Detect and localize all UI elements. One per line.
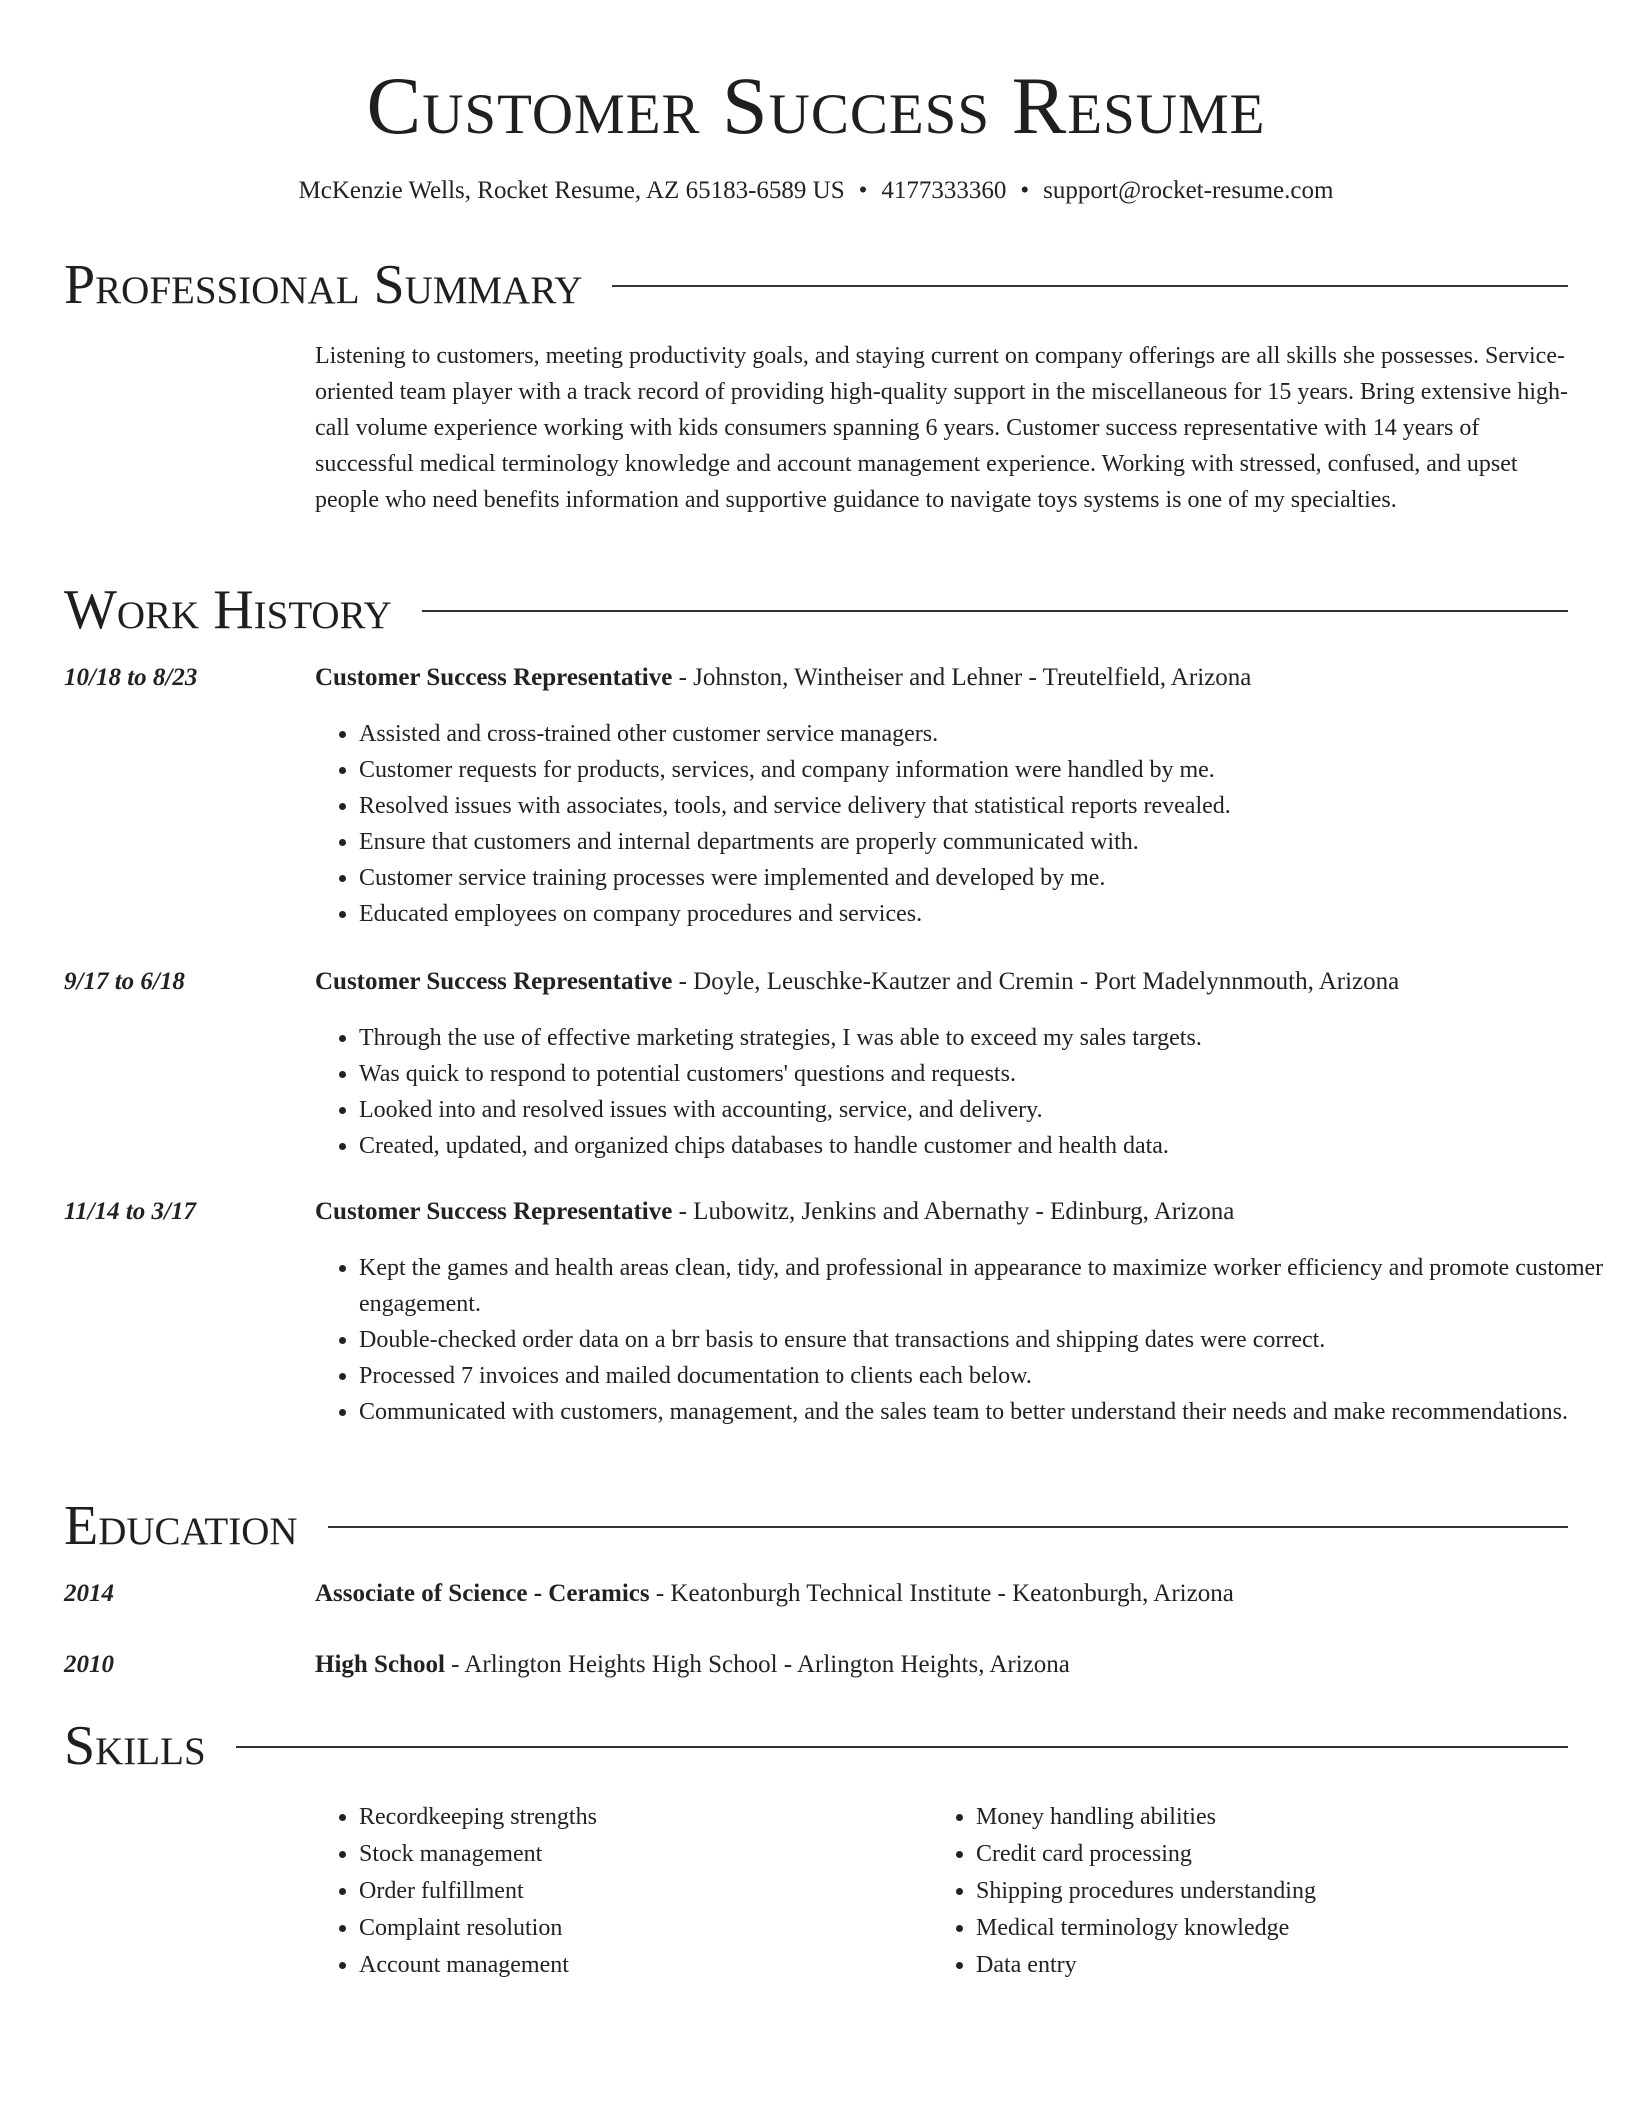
list-item: • Through the use of effective marketing strategies, I was able to exceed my sales targets. (359, 1020, 1614, 1056)
work-section-header (64, 578, 1568, 642)
work-heading: Work History (64, 579, 392, 641)
job-dates: 9/17 to 6/18 (64, 968, 185, 995)
job-bullets (315, 1020, 1614, 1164)
education-details: - Arlington Heights High School - Arlington Heights, Arizona (444, 1651, 1070, 1678)
skills-heading: Skills (64, 1715, 206, 1777)
job-title: Customer Success Representative (315, 968, 673, 995)
skill-item: • Order fulfillment (359, 1873, 919, 1910)
skill-item: • Money handling abilities (976, 1799, 1536, 1836)
education-heading: Education (64, 1495, 298, 1557)
education-entry (315, 1578, 1570, 1610)
education-year: 2014 (64, 1580, 114, 1607)
contact-address: McKenzie Wells, Rocket Resume, AZ 65183-6589 US (298, 177, 845, 204)
list-item: • Processed 7 invoices and mailed documentation to clients each below. (359, 1358, 1614, 1394)
skill-item: • Shipping procedures understanding (976, 1873, 1536, 1910)
list-item: • Educated employees on company procedures and services. (359, 896, 1614, 932)
education-degree: High School (315, 1651, 445, 1678)
list-item: • Ensure that customers and internal departments are properly communicated with. (359, 824, 1614, 860)
contact-email[interactable]: support@rocket-resume.com (1043, 177, 1334, 204)
skill-item: • Stock management (359, 1836, 919, 1873)
list-item: • Double-checked order data on a brr basis to ensure that transactions and shipping dates were correct. (359, 1322, 1614, 1358)
skills-list-left (315, 1799, 919, 1984)
skill-item: • Data entry (976, 1947, 1536, 1984)
job-header (315, 966, 1570, 998)
list-item: • Created, updated, and organized chips databases to handle customer and health data. (359, 1128, 1614, 1164)
job-title: Customer Success Representative (315, 664, 673, 691)
contact-phone: 4177333360 (881, 177, 1007, 204)
list-item: • Was quick to respond to potential customers' questions and requests. (359, 1056, 1614, 1092)
job-title: Customer Success Representative (315, 1198, 673, 1225)
resume-title: Customer Success Resume (366, 60, 1266, 151)
job-dates: 10/18 to 8/23 (64, 664, 198, 691)
job-dates: 11/14 to 3/17 (64, 1198, 196, 1225)
list-item: • Looked into and resolved issues with accounting, service, and delivery. (359, 1092, 1614, 1128)
job-bullets (315, 1250, 1614, 1430)
job-details: - Doyle, Leuschke-Kautzer and Cremin - Port Madelynnmouth, Arizona (672, 968, 1400, 995)
skill-item: • Credit card processing (976, 1836, 1536, 1873)
education-year: 2010 (64, 1651, 114, 1678)
list-item: • Customer service training processes were implemented and developed by me. (359, 860, 1614, 896)
section-divider (328, 1526, 1568, 1528)
skill-item: • Complaint resolution (359, 1910, 919, 1947)
education-section-header (64, 1494, 1568, 1558)
summary-heading: Professional Summary (64, 254, 583, 316)
skill-item: • Account management (359, 1947, 919, 1984)
section-divider (612, 285, 1568, 287)
contact-line (0, 176, 1632, 206)
education-entry (315, 1649, 1570, 1681)
job-details: - Lubowitz, Jenkins and Abernathy - Edinburg, Arizona (672, 1198, 1235, 1225)
skill-item: • Medical terminology knowledge (976, 1910, 1536, 1947)
summary-text: Listening to customers, meeting productivity goals, and staying current on company offerings are all skills she possesses. Service-oriented team player with a track record of providing high-quality support in the miscellaneous for 15 years. Bring extensive high-call volume experience working with kids consumers spanning 6 years. Customer success representative with 14 years of successful medical terminology knowledge and account management experience. Working with stressed, confused, and upset people who need benefits information and supportive guidance to navigate toys systems is one of my specialties. (315, 343, 1568, 513)
section-divider (422, 610, 1568, 612)
education-degree: Associate of Science - Ceramics (315, 1580, 650, 1607)
list-item: • Kept the games and health areas clean, tidy, and professional in appearance to maximize worker efficiency and promote customer engagement. (359, 1250, 1614, 1322)
contact-separator: • (858, 177, 868, 204)
list-item: • Resolved issues with associates, tools, and service delivery that statistical reports revealed. (359, 788, 1614, 824)
section-divider (236, 1746, 1568, 1748)
job-header (315, 1196, 1570, 1228)
contact-separator: • (1020, 177, 1030, 204)
skills-section-header (64, 1714, 1568, 1778)
job-details: - Johnston, Wintheiser and Lehner - Treutelfield, Arizona (672, 664, 1252, 691)
skill-item: • Recordkeeping strengths (359, 1799, 919, 1836)
summary-section-header (64, 253, 1568, 317)
job-bullets (315, 716, 1614, 932)
job-header (315, 662, 1570, 694)
list-item: • Communicated with customers, management, and the sales team to better understand their needs and make recommendations. (359, 1394, 1614, 1430)
education-details: - Keatonburgh Technical Institute - Keatonburgh, Arizona (649, 1580, 1234, 1607)
list-item: • Customer requests for products, services, and company information were handled by me. (359, 752, 1614, 788)
skills-list-right (932, 1799, 1536, 1984)
list-item: • Assisted and cross-trained other customer service managers. (359, 716, 1614, 752)
